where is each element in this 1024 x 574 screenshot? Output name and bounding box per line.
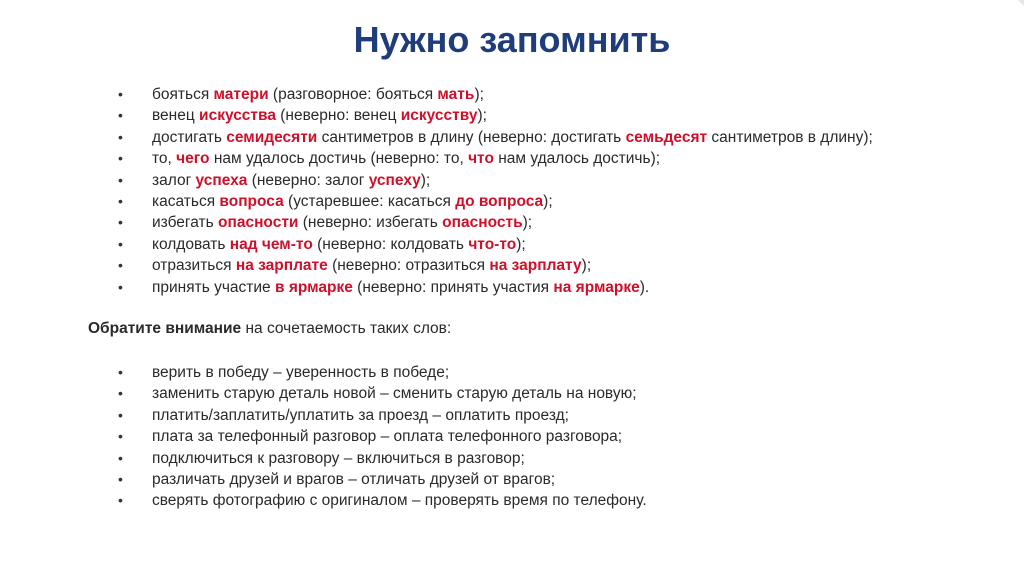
item-text: (разговорное: бояться [268, 86, 438, 103]
item-text: платить/заплатить/уплатить за проезд – оплатить проезд; [152, 406, 569, 424]
bullet-icon: • [118, 150, 123, 167]
bullet-icon: • [118, 428, 123, 445]
bullet-icon: • [118, 171, 123, 188]
item-text: отразиться [152, 257, 236, 275]
highlighted-word: до вопроса [455, 193, 544, 211]
item-text: ). [639, 278, 650, 296]
bullet-icon: • [118, 364, 123, 380]
highlighted-word: опасность [442, 214, 523, 232]
list-item [118, 105, 873, 126]
item-text: ); [581, 257, 592, 275]
bullet-icon: • [118, 406, 123, 423]
item-text: венец [152, 107, 200, 125]
bullet-icon: • [118, 86, 123, 102]
item-text: нам удалось достичь); [493, 150, 661, 168]
list-item [118, 490, 647, 511]
list-item [118, 148, 873, 169]
highlighted-word: на ярмарке [553, 278, 640, 296]
highlighted-word: на зарплате [235, 257, 328, 275]
highlighted-word: на зарплату [489, 257, 582, 275]
item-text: (неверно: залог [247, 171, 369, 189]
list-item [118, 405, 647, 426]
item-text: ); [522, 214, 533, 232]
highlighted-word: искусства [199, 107, 276, 125]
item-text: сантиметров в длину); [707, 128, 873, 146]
bullet-icon: • [118, 193, 123, 210]
highlighted-word: искусству [400, 107, 478, 125]
attention-note [88, 318, 451, 339]
item-text: плата за телефонный разговор – оплата телефонного разговора; [152, 428, 623, 446]
bullet-icon: • [118, 449, 123, 466]
list-item [118, 234, 873, 255]
bullet-icon: • [118, 128, 123, 145]
attention-note-text: на сочетаемость таких слов: [241, 320, 452, 337]
item-text: ); [477, 107, 487, 125]
item-text: колдовать [152, 235, 230, 253]
item-text: (неверно: колдовать [312, 235, 469, 253]
bullet-icon: • [118, 278, 123, 295]
highlighted-word: успеху [368, 171, 421, 189]
highlighted-word: матери [213, 86, 269, 103]
usage-examples-list [118, 84, 873, 298]
item-text: (неверно: принять участия [352, 278, 554, 296]
bullet-icon: • [118, 214, 123, 231]
list-item [118, 469, 647, 490]
item-text: верить в победу – уверенность в победе; [152, 364, 450, 381]
highlighted-word: опасности [218, 214, 299, 232]
item-text: ); [543, 193, 553, 211]
item-text: подключиться к разговору – включиться в разговор; [152, 449, 525, 467]
item-text: достигать [152, 128, 227, 146]
bullet-icon: • [118, 235, 123, 252]
item-text: ); [516, 235, 526, 253]
item-text: принять участие [152, 278, 275, 296]
item-text: касаться [152, 193, 220, 211]
corner-decoration [1018, 0, 1024, 6]
item-text: сверять фотографию с оригиналом – [152, 492, 425, 510]
bullet-icon: • [118, 107, 123, 124]
highlighted-word: чего [176, 150, 210, 168]
list-item [118, 362, 647, 383]
highlighted-word: семьдесят [625, 128, 708, 146]
highlighted-word: что [468, 150, 494, 168]
highlighted-word: вопроса [219, 193, 284, 211]
list-item [118, 426, 647, 447]
item-text: (неверно: отразиться [327, 257, 490, 275]
list-item [118, 255, 873, 276]
item-text: сантиметров в длину (неверно: достигать [317, 128, 626, 146]
bullet-icon: • [118, 492, 123, 509]
bullet-icon: • [118, 257, 123, 274]
list-item [118, 170, 873, 191]
list-item [118, 127, 873, 148]
item-text: (неверно: избегать [298, 214, 443, 232]
slide-title: Нужно запомнить [353, 19, 671, 60]
list-item [118, 191, 873, 212]
item-text: ); [420, 171, 431, 189]
list-item [118, 212, 873, 233]
list-item [118, 277, 873, 298]
item-text: заменить старую деталь новой – сменить старую деталь на новую; [152, 385, 637, 403]
item-text: бояться [152, 86, 214, 103]
highlighted-word: семидесяти [226, 128, 318, 146]
item-text: то, [152, 150, 177, 168]
highlighted-word: мать [437, 86, 475, 103]
item-text: различать друзей и врагов – отличать друзей от врагов; [152, 471, 556, 489]
list-item [118, 448, 647, 469]
highlighted-word: что-то [468, 235, 517, 253]
item-text: залог [152, 171, 196, 189]
item-text: (неверно: венец [275, 107, 401, 125]
list-item [118, 84, 873, 105]
bullet-icon: • [118, 385, 123, 402]
item-text: проверять время по телефону. [424, 492, 647, 510]
highlighted-word: успеха [195, 171, 248, 189]
attention-note-bold: Обратите внимание [88, 320, 242, 337]
item-text: избегать [152, 214, 218, 232]
highlighted-word: над чем-то [229, 235, 313, 253]
collocations-list [118, 362, 647, 512]
bullet-icon: • [118, 471, 123, 488]
item-text: (устаревшее: касаться [283, 193, 456, 211]
item-text: ); [474, 86, 484, 103]
list-item [118, 383, 647, 404]
highlighted-word: в ярмарке [275, 278, 353, 296]
item-text: нам удалось достичь (неверно: то, [209, 150, 469, 168]
